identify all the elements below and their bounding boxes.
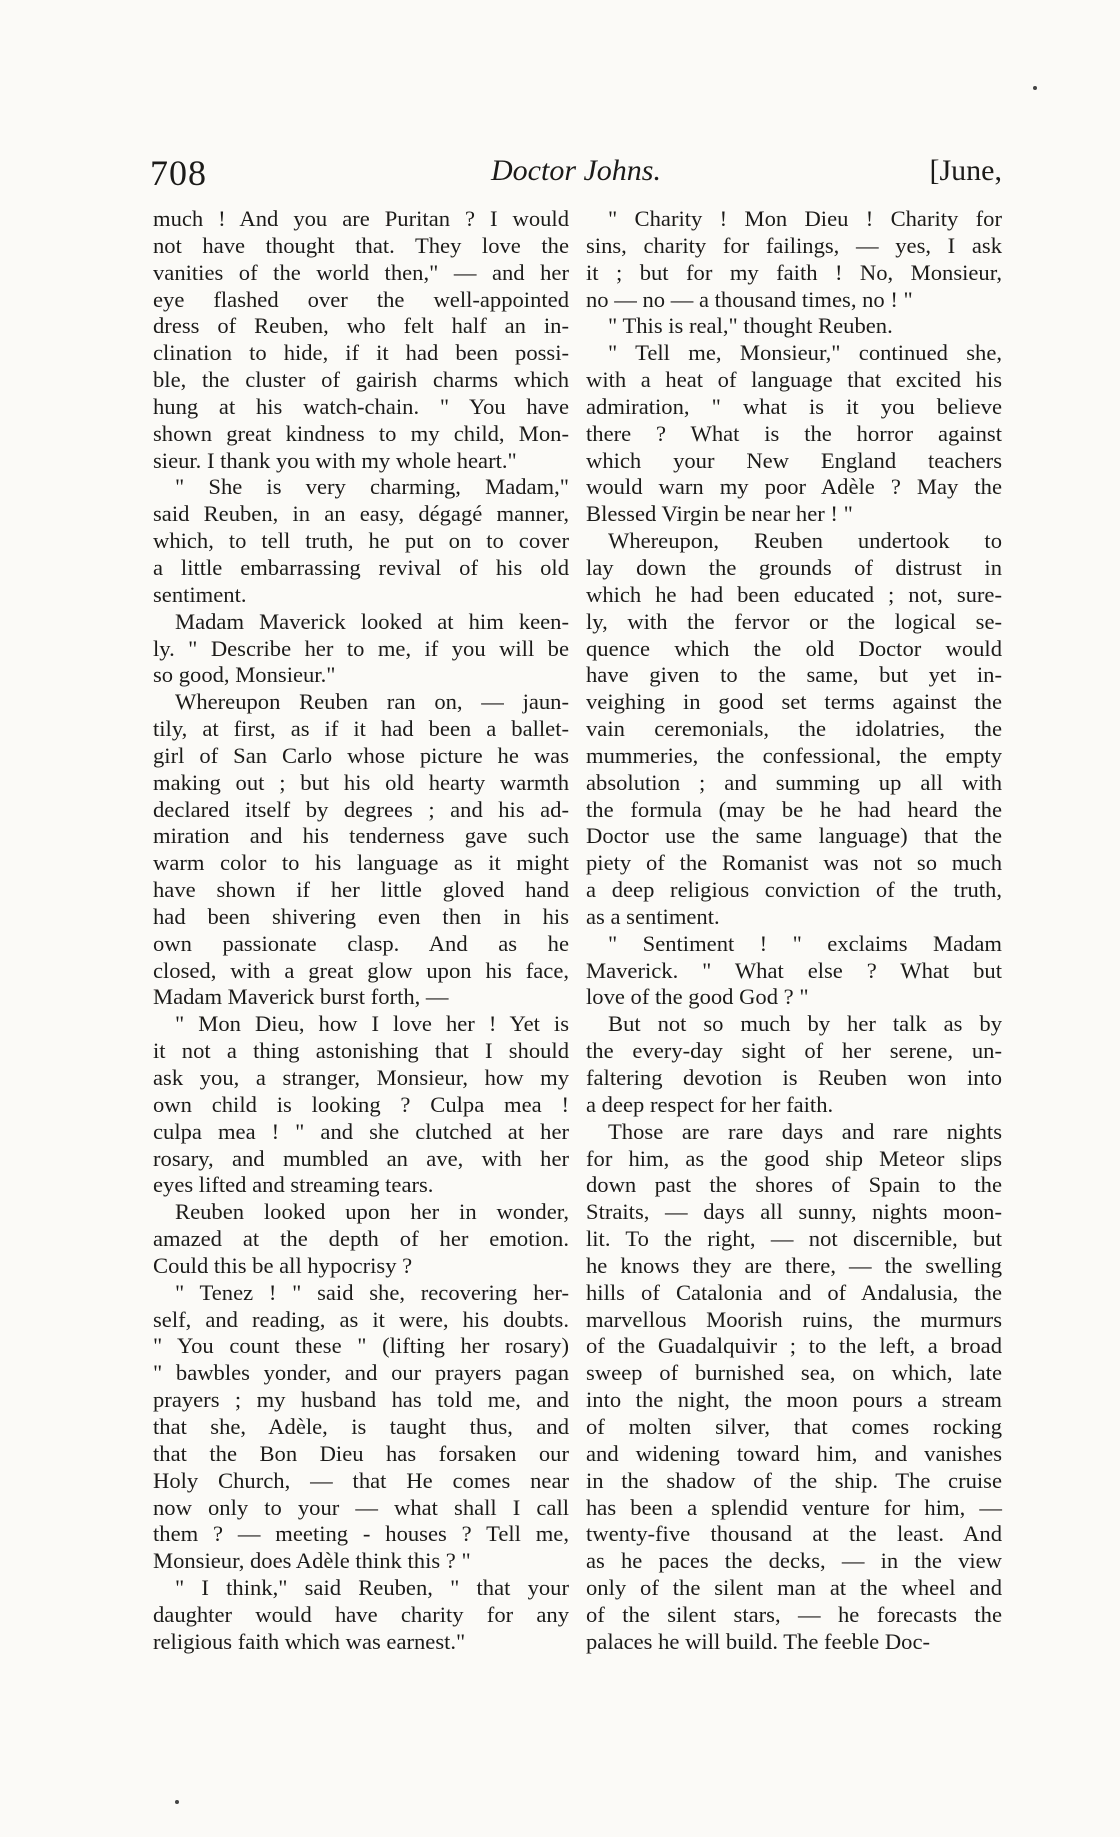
text-line: rosary, and mumbled an ave, with her bbox=[153, 1145, 569, 1171]
text-line: in the shadow of the ship. The cruise bbox=[586, 1467, 1002, 1493]
text-line: Whereupon Reuben ran on, — jaun- bbox=[175, 689, 569, 715]
text-line: own passionate clasp. And as he bbox=[153, 930, 569, 956]
text-line: vain ceremonials, the idolatries, the bbox=[586, 716, 1002, 742]
text-line: that she, Adèle, is taught thus, and bbox=[153, 1413, 569, 1439]
text-line: But not so much by her talk as by bbox=[608, 1011, 1002, 1037]
text-line: amazed at the depth of her emotion. bbox=[153, 1226, 569, 1252]
text-line: Maverick. " What else ? What but bbox=[586, 957, 1002, 983]
paragraph bbox=[153, 206, 569, 474]
text-line: closed, with a great glow upon his face, bbox=[153, 957, 569, 983]
text-line: daughter would have charity for any bbox=[153, 1601, 569, 1627]
text-line: sweep of burnished sea, on which, late bbox=[586, 1360, 1002, 1386]
text-line: absolution ; and summing up all with bbox=[586, 769, 1002, 795]
text-line: now only to your — what shall I call bbox=[153, 1494, 569, 1520]
text-line: into the night, the moon pours a stream bbox=[586, 1387, 1002, 1413]
paragraph bbox=[153, 1199, 569, 1280]
text-line: Reuben looked upon her in wonder, bbox=[175, 1199, 569, 1225]
text-line: and widening toward him, and vanishes bbox=[586, 1440, 1002, 1466]
text-line: he knows they are there, — the swelling bbox=[586, 1252, 1002, 1278]
text-line: quence which the old Doctor would bbox=[586, 635, 1002, 661]
paragraph bbox=[153, 1575, 569, 1656]
text-line: faltering devotion is Reuben won into bbox=[586, 1065, 1002, 1090]
running-header bbox=[150, 150, 1002, 196]
text-line: the formula (may be he had heard the bbox=[586, 796, 1002, 822]
text-line: " You count these " (lifting her rosary) bbox=[153, 1333, 569, 1359]
text-line: self, and reading, as it were, his doubts. bbox=[153, 1306, 569, 1332]
paragraph bbox=[153, 474, 569, 608]
text-line: declared itself by degrees ; and his ad- bbox=[153, 796, 569, 822]
text-line: ly, with the fervor or the logical se- bbox=[586, 608, 1002, 634]
text-line: Could this be all hypocrisy ? bbox=[153, 1252, 413, 1278]
text-line: " She is very charming, Madam," bbox=[175, 474, 569, 500]
text-line: have shown if her little gloved hand bbox=[153, 877, 569, 903]
text-line: prayers ; my husband has told me, and bbox=[153, 1387, 569, 1413]
page-number: 708 bbox=[150, 153, 207, 193]
text-line: has been a splendid venture for him, — bbox=[586, 1494, 1002, 1520]
text-line: sins, charity for failings, — yes, I ask bbox=[586, 232, 1002, 258]
text-line: Monsieur, does Adèle think this ? " bbox=[153, 1548, 471, 1574]
text-line: a deep respect for her faith. bbox=[586, 1091, 834, 1117]
paragraph bbox=[586, 206, 1002, 313]
text-line: a deep religious conviction of the truth, bbox=[586, 877, 1002, 903]
text-line: mummeries, the confessional, the empty bbox=[586, 742, 1002, 768]
text-line: lay down the grounds of distrust in bbox=[586, 554, 1002, 580]
text-line: a little embarrassing revival of his old bbox=[153, 554, 569, 580]
text-line: eyes lifted and streaming tears. bbox=[153, 1172, 434, 1198]
left-text-column bbox=[153, 206, 569, 1656]
text-line: sentiment. bbox=[153, 581, 247, 607]
text-line: for him, as the good ship Meteor slips bbox=[586, 1145, 1002, 1171]
text-line: " bawbles yonder, and our prayers pagan bbox=[153, 1360, 569, 1386]
text-line: clination to hide, if it had been possi- bbox=[153, 340, 569, 366]
text-line: them ? — meeting - houses ? Tell me, bbox=[153, 1521, 569, 1547]
text-line: so good, Monsieur." bbox=[153, 662, 336, 688]
paragraph bbox=[586, 340, 1002, 528]
text-line: Doctor use the same language) that the bbox=[586, 823, 1002, 849]
text-line: piety of the Romanist was not so much bbox=[586, 850, 1002, 876]
text-line: with a heat of language that excited his bbox=[586, 367, 1002, 393]
text-line: " I think," said Reuben, " that your bbox=[175, 1575, 569, 1601]
text-line: the every-day sight of her serene, un- bbox=[586, 1038, 1002, 1064]
text-line: of the Guadalquivir ; to the left, a broad bbox=[586, 1333, 1002, 1359]
text-line: Those are rare days and rare nights bbox=[608, 1118, 1002, 1144]
text-line: Madam Maverick burst forth, — bbox=[153, 984, 449, 1010]
text-line: religious faith which was earnest." bbox=[153, 1628, 466, 1654]
text-line: lit. To the right, — not discernible, but bbox=[586, 1226, 1002, 1252]
text-line: Holy Church, — that He comes near bbox=[153, 1467, 569, 1493]
text-line: shown great kindness to my child, Mon- bbox=[153, 420, 569, 446]
text-line: that the Bon Dieu has forsaken our bbox=[153, 1440, 569, 1466]
paragraph bbox=[586, 1011, 1002, 1118]
text-line: Straits, — days all sunny, nights moon- bbox=[586, 1199, 1002, 1225]
text-line: " Charity ! Mon Dieu ! Charity for bbox=[608, 206, 1002, 231]
text-line: which, to tell truth, he put on to cover bbox=[153, 528, 569, 554]
paragraph bbox=[586, 313, 1002, 340]
text-line: vanities of the world then," — and her bbox=[153, 259, 569, 285]
text-line: own child is looking ? Culpa mea ! bbox=[153, 1091, 569, 1117]
text-line: making out ; but his old hearty warmth bbox=[153, 769, 569, 795]
paragraph bbox=[153, 689, 569, 1011]
text-line: have given to the same, but yet in- bbox=[586, 662, 1002, 688]
text-line: love of the good God ? " bbox=[586, 984, 809, 1010]
text-line: down past the shores of Spain to the bbox=[586, 1172, 1002, 1198]
text-line: ble, the cluster of gairish charms which bbox=[153, 367, 569, 393]
print-speck bbox=[175, 1800, 179, 1804]
text-line: Whereupon, Reuben undertook to bbox=[608, 528, 1002, 554]
text-line: as a sentiment. bbox=[586, 903, 720, 929]
text-line: twenty-five thousand at the least. And bbox=[586, 1521, 1002, 1547]
text-line: " Sentiment ! " exclaims Madam bbox=[608, 930, 1002, 956]
text-line: only of the silent man at the wheel and bbox=[586, 1575, 1002, 1601]
paragraph bbox=[586, 931, 1002, 1012]
text-line: Blessed Virgin be near her ! " bbox=[586, 501, 853, 527]
text-line: " This is real," thought Reuben. bbox=[608, 313, 893, 339]
text-line: would warn my poor Adèle ? May the bbox=[586, 474, 1002, 500]
text-line: girl of San Carlo whose picture he was bbox=[153, 742, 569, 768]
right-text-column bbox=[586, 206, 1002, 1656]
paragraph bbox=[586, 528, 1002, 931]
text-line: admiration, " what is it you believe bbox=[586, 393, 1002, 419]
running-title: Doctor Johns. bbox=[491, 154, 661, 187]
text-line: palaces he will build. The feeble Doc- bbox=[586, 1628, 931, 1654]
text-line: " Mon Dieu, how I love her ! Yet is bbox=[175, 1011, 569, 1037]
text-line: of the silent stars, — he forecasts the bbox=[586, 1601, 1002, 1627]
text-line: marvellous Moorish ruins, the murmurs bbox=[586, 1306, 1002, 1332]
paragraph bbox=[586, 1119, 1002, 1656]
running-month: [June, bbox=[929, 154, 1002, 187]
text-line: eye flashed over the well-appointed bbox=[153, 286, 569, 312]
paragraph bbox=[153, 1011, 569, 1199]
text-line: of molten silver, that comes rocking bbox=[586, 1413, 1002, 1439]
text-line: warm color to his language as it might bbox=[153, 850, 569, 876]
text-line: as he paces the decks, — in the view bbox=[586, 1548, 1002, 1574]
paragraph bbox=[153, 1280, 569, 1575]
text-line: ly. " Describe her to me, if you will be bbox=[153, 635, 569, 661]
text-line: which your New England teachers bbox=[586, 447, 1002, 473]
text-line: which he had been educated ; not, sure- bbox=[586, 581, 1002, 607]
text-line: it not a thing astonishing that I should bbox=[153, 1038, 569, 1064]
text-line: it ; but for my faith ! No, Monsieur, bbox=[586, 259, 1002, 285]
text-line: hung at his watch-chain. " You have bbox=[153, 393, 569, 419]
text-line: ask you, a stranger, Monsieur, how my bbox=[153, 1065, 569, 1090]
text-line: culpa mea ! " and she clutched at her bbox=[153, 1118, 569, 1144]
text-line: had been shivering even then in his bbox=[153, 903, 569, 929]
text-line: " Tenez ! " said she, recovering her- bbox=[175, 1279, 569, 1305]
text-line: miration and his tenderness gave such bbox=[153, 823, 569, 849]
paragraph bbox=[153, 609, 569, 690]
text-line: no — no — a thousand times, no ! " bbox=[586, 286, 913, 312]
text-line: hills of Catalonia and of Andalusia, the bbox=[586, 1279, 1002, 1305]
text-line: Madam Maverick looked at him keen- bbox=[175, 608, 569, 634]
text-line: there ? What is the horror against bbox=[586, 420, 1002, 446]
text-line: not have thought that. They love the bbox=[153, 232, 569, 258]
text-line: veighing in good set terms against the bbox=[586, 689, 1002, 715]
print-speck bbox=[1033, 86, 1037, 90]
text-line: dress of Reuben, who felt half an in- bbox=[153, 313, 569, 339]
text-line: " Tell me, Monsieur," continued she, bbox=[608, 340, 1002, 366]
text-line: sieur. I thank you with my whole heart." bbox=[153, 447, 517, 473]
text-line: tily, at first, as if it had been a ballet- bbox=[153, 716, 569, 742]
text-line: much ! And you are Puritan ? I would bbox=[153, 206, 569, 231]
text-line: said Reuben, in an easy, dégagé manner, bbox=[153, 501, 569, 527]
